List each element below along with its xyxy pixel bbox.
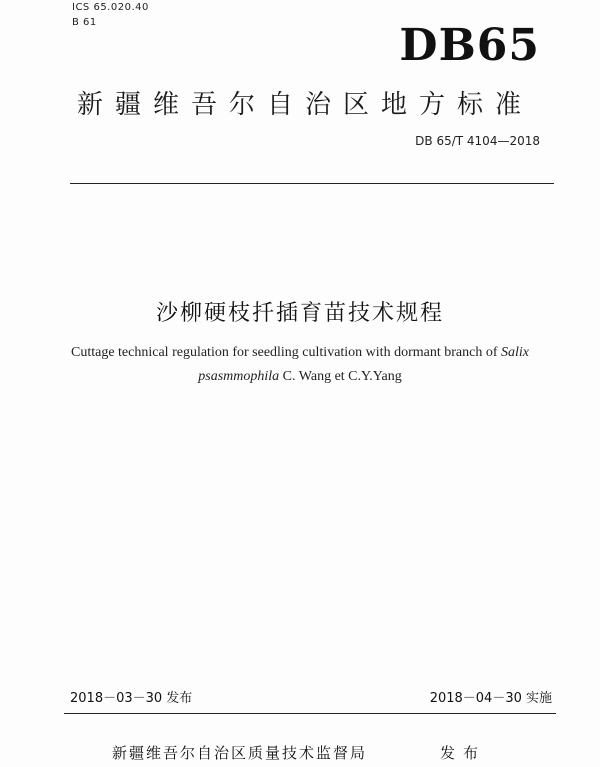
ccs-code: B 61 [72,17,97,28]
title-english-line2-italic: psasmmophila [198,369,280,384]
implementation-date: 2018－04－30 实施 [429,691,552,706]
standard-type: 新疆维吾尔自治区地方标准 [76,90,533,120]
publisher: 新疆维吾尔自治区质量技术监督局 [112,744,368,762]
title-english-line1-text: Cuttage technical regulation for seedling cultivation with dormant branch of [71,345,501,360]
publish-label: 发布 [440,744,487,762]
issue-date: 2018－03－30 发布 [70,691,193,706]
standard-code: DB65 [399,20,540,71]
footer-divider [64,713,556,714]
title-english-line2-text: C. Wang et C.Y.Yang [279,369,402,384]
standard-number: DB 65/T 4104—2018 [415,134,540,148]
title-english-line1 [0,345,600,361]
title-english-line1-italic: Salix [500,345,529,360]
title-chinese: 沙柳硬枝扦插育苗技术规程 [155,301,444,326]
ics-code: ICS 65.020.40 [72,2,149,13]
header-divider [70,183,554,184]
title-english-line2 [0,369,600,385]
